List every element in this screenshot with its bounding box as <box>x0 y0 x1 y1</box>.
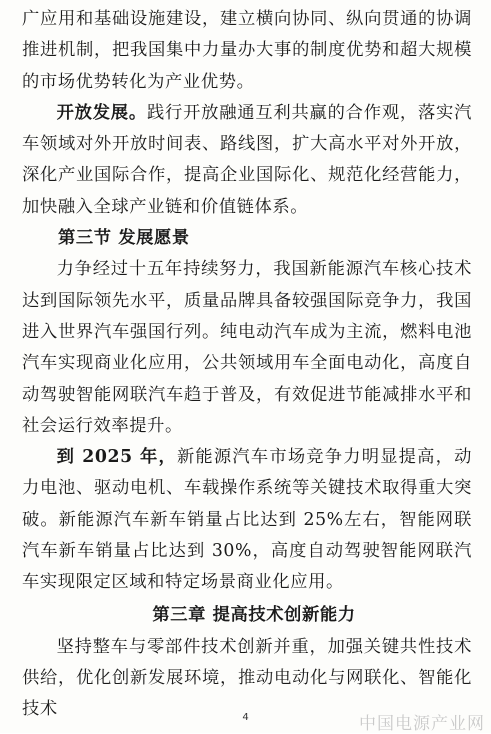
paragraph-text: 广应用和基础设施建设，建立横向协同、纵向贯通的协调推进机制，把我国集中力量办大事的制度优势和超大规模的市场优势转化为产业优势。 <box>22 9 472 92</box>
watermark-text: 中国电源产业网 <box>359 714 485 734</box>
page-number: 4 <box>242 712 249 723</box>
paragraph-lead: 到 2025 年， <box>56 447 177 468</box>
paragraph-lead: 开放发展。 <box>56 102 147 123</box>
paragraph-vision <box>22 254 472 442</box>
paragraph-text: 新能源汽车市场竞争力明显提高，动力电池、驱动电机、车载操作系统等关键技术取得重大突破。新能源汽车新车销量占比达到 25%左右，智能网联汽车新车销量占比达到 30%，高度自动驾驶智能网联汽车实现限定区域和特定场景商业化应用。 <box>22 447 472 593</box>
paragraph-2025-goals <box>22 442 472 598</box>
chapter-heading: 第三章 提高技术创新能力 <box>152 604 356 625</box>
paragraph-open-development <box>22 98 472 223</box>
document-body <box>22 4 472 726</box>
paragraph-text: 坚持整车与零部件技术创新并重，加强关键共性技术供给，优化创新发展环境，推动电动化与网联化、智能化技术 <box>22 636 472 720</box>
section-heading: 第三节 发展愿景 <box>58 228 190 249</box>
paragraph-text: 践行开放融通互利共赢的合作观，落实汽车领域对外开放时间表、路线图，扩大高水平对外开放，深化产业国际合作，提高企业国际化、规范化经营能力，加快融入全球产业链和价值链体系。 <box>22 102 472 217</box>
paragraph-text: 力争经过十五年持续努力，我国新能源汽车核心技术达到国际领先水平，质量品牌具备较强国际竞争力，我国进入世界汽车强国行列。纯电动汽车成为主流，燃料电池汽车实现商业化应用，公共领域用车全面电动化，高度自动驾驶智能网联汽车趋于普及，有效促进节能减排水平和社会运行效率提升。 <box>22 259 472 436</box>
paragraph-continuation <box>22 4 472 98</box>
